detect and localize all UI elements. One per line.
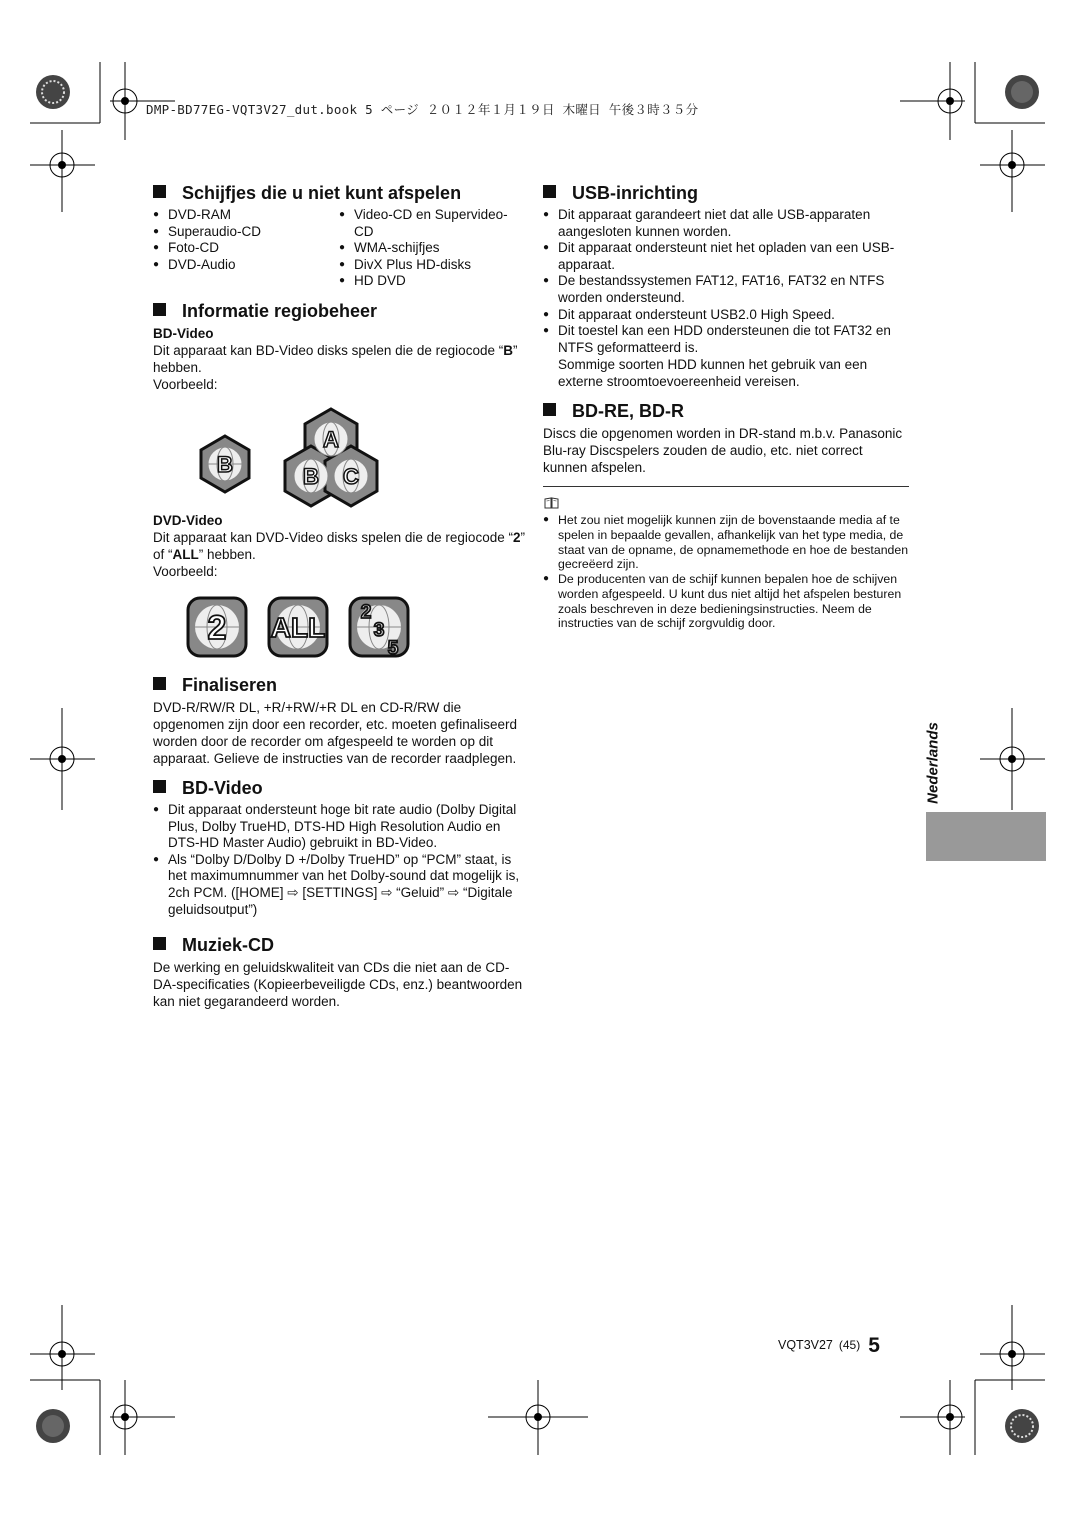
bdvideo-list <box>153 802 525 918</box>
dvd-example-label: Voorbeeld: <box>153 563 218 579</box>
square-bullet-icon <box>153 677 166 690</box>
page-footer <box>778 1334 880 1358</box>
note-list <box>543 513 909 631</box>
book-icon <box>544 497 560 509</box>
region-all-label: ALL <box>270 611 326 643</box>
bdre-text: Discs die opgenomen worden in DR-stand m.b.v. Panasonic Blu-ray Discspelers zouden de audio, etc. niet correct kunnen afspelen. <box>543 426 903 476</box>
list-item: ● DivX Plus HD-disks <box>339 257 525 274</box>
square-bullet-icon <box>543 185 556 198</box>
square-bullet-icon <box>153 303 166 316</box>
list-item: ● Foto-CD <box>153 240 339 257</box>
unplayable-list-col2 <box>339 207 525 290</box>
section-title: Finaliseren <box>153 674 525 696</box>
section-bdre <box>543 400 909 476</box>
list-item: ● DVD-Audio <box>153 257 339 274</box>
square-bullet-icon <box>153 780 166 793</box>
section-bdvideo <box>153 777 525 918</box>
section-title: Informatie regiobeheer <box>153 300 525 322</box>
unplayable-list <box>153 207 525 290</box>
bd-region-logos <box>153 393 525 508</box>
list-item: ● Dit apparaat garandeert niet dat alle USB-apparaten aangesloten kunnen worden. <box>543 207 909 240</box>
section-note <box>543 497 909 631</box>
section-finalize <box>153 674 525 767</box>
section-title: Schijfjes die u niet kunt afspelen <box>153 182 525 204</box>
section-unplayable <box>153 182 525 290</box>
region-b-label: B <box>303 463 319 489</box>
page-number: 5 <box>868 1334 880 1357</box>
list-item: ● DVD-RAM <box>153 207 339 224</box>
model-code: VQT3V27 <box>778 1338 833 1352</box>
region-a-label: A <box>323 426 339 452</box>
usb-list <box>543 207 909 356</box>
section-title: BD-RE, BD-R <box>543 400 909 422</box>
region-235-label-3: 3 <box>373 619 385 641</box>
section-title: Muziek-CD <box>153 934 525 956</box>
dvd-region-logos <box>153 590 525 664</box>
list-item: ● Superaudio-CD <box>153 224 339 241</box>
musiccd-text: De werking en geluidskwaliteit van CDs die niet aan de CD-DA-specificaties (Kopieerbeveiligde CDs, enz.) beantwoorden kan niet gegarandeerd worden. <box>153 960 523 1010</box>
bd-region-logos-graphic <box>153 393 525 508</box>
list-item: ● HD DVD <box>339 273 525 290</box>
list-item: ● Dit apparaat ondersteunt hoge bit rate audio (Dolby Digital Plus, Dolby TrueHD, DTS-HD High Resolution Audio en DTS-HD Master Audio) gebruikt in BD-Video. <box>153 802 525 852</box>
section-title: USB-inrichting <box>543 182 909 204</box>
section-title: BD-Video <box>153 777 525 799</box>
list-item: ● Dit toestel kan een HDD ondersteunen die tot FAT32 en NTFS geformatteerd is. <box>543 323 909 356</box>
region-2-label: 2 <box>207 608 227 647</box>
right-column <box>543 182 909 631</box>
list-item: ● De producenten van de schijf kunnen bepalen hoe de schijven worden afgespeeld. U kunt dus niet altijd het afspelen besturen zoals beschreven in deze bedieningsinstructies. Neem de instructies van de schijf zorgvuldig door. <box>543 572 909 631</box>
bd-video-subtitle: BD-Video <box>153 325 214 341</box>
region-c-label: C <box>343 463 359 489</box>
page-paren: (45) <box>838 1338 861 1352</box>
section-usb <box>543 182 909 390</box>
dvd-region-logos-graphic <box>153 590 525 664</box>
section-region <box>153 300 525 664</box>
region-235-label-5: 5 <box>387 637 399 659</box>
print-header: DMP-BD77EG-VQT3V27_dut.book 5 ページ ２０１２年１月１９日 木曜日 午後３時３５分 <box>146 102 699 117</box>
square-bullet-icon <box>153 185 166 198</box>
bd-region-text: Dit apparaat kan BD-Video disks spelen die de regiocode “B” hebben. <box>153 342 518 375</box>
language-tab-block <box>926 812 1046 861</box>
usb-extra-text: Sommige soorten HDD kunnen het gebruik van een externe stroomtoevoereenheid vereisen. <box>558 357 868 390</box>
dvd-video-subtitle: DVD-Video <box>153 512 223 528</box>
list-item: ● De bestandssystemen FAT12, FAT16, FAT32 en NTFS worden ondersteund. <box>543 273 909 306</box>
region-b-single-label: B <box>217 451 233 477</box>
left-column <box>153 182 525 1020</box>
region-235-label-2: 2 <box>360 601 372 623</box>
list-item: ● Dit apparaat ondersteunt niet het opladen van een USB-apparaat. <box>543 240 909 273</box>
language-side-label: Nederlands <box>924 722 942 804</box>
list-item: ● Als “Dolby D/Dolby D +/Dolby TrueHD” op “PCM” staat, is het maximumnummer van het Dolby-sound dat mogelijk is, 2ch PCM. ([HOME] ⇨ [SETTINGS] ⇨ “Geluid” ⇨ “Digitale geluidsoutput”) <box>153 852 525 918</box>
list-item: ● Video-CD en Supervideo-CD <box>339 207 525 240</box>
unplayable-list-col1 <box>153 207 339 290</box>
list-item: ● Dit apparaat ondersteunt USB2.0 High Speed. <box>543 307 909 324</box>
list-item: ● Het zou niet mogelijk kunnen zijn de bovenstaande media af te spelen in bepaalde gevallen, afhankelijk van het type media, de staat van de opname, de opnamemethode en hoe de bestanden gecreëerd zijn. <box>543 513 909 572</box>
square-bullet-icon <box>153 937 166 950</box>
bd-example-label: Voorbeeld: <box>153 376 218 392</box>
dvd-region-text: Dit apparaat kan DVD-Video disks spelen die de regiocode “2” of “ALL” hebben. <box>153 529 525 562</box>
section-musiccd <box>153 934 525 1010</box>
square-bullet-icon <box>543 403 556 416</box>
list-item: ● WMA-schijfjes <box>339 240 525 257</box>
divider <box>543 486 909 487</box>
finalize-text: DVD-R/RW/R DL, +R/+RW/+R DL en CD-R/RW die opgenomen zijn door een recorder, etc. moeten gefinaliseerd worden door de recorder om afgespeeld te worden op dit apparaat. Gelieve de instructies van de recorder raadplegen. <box>153 699 517 766</box>
